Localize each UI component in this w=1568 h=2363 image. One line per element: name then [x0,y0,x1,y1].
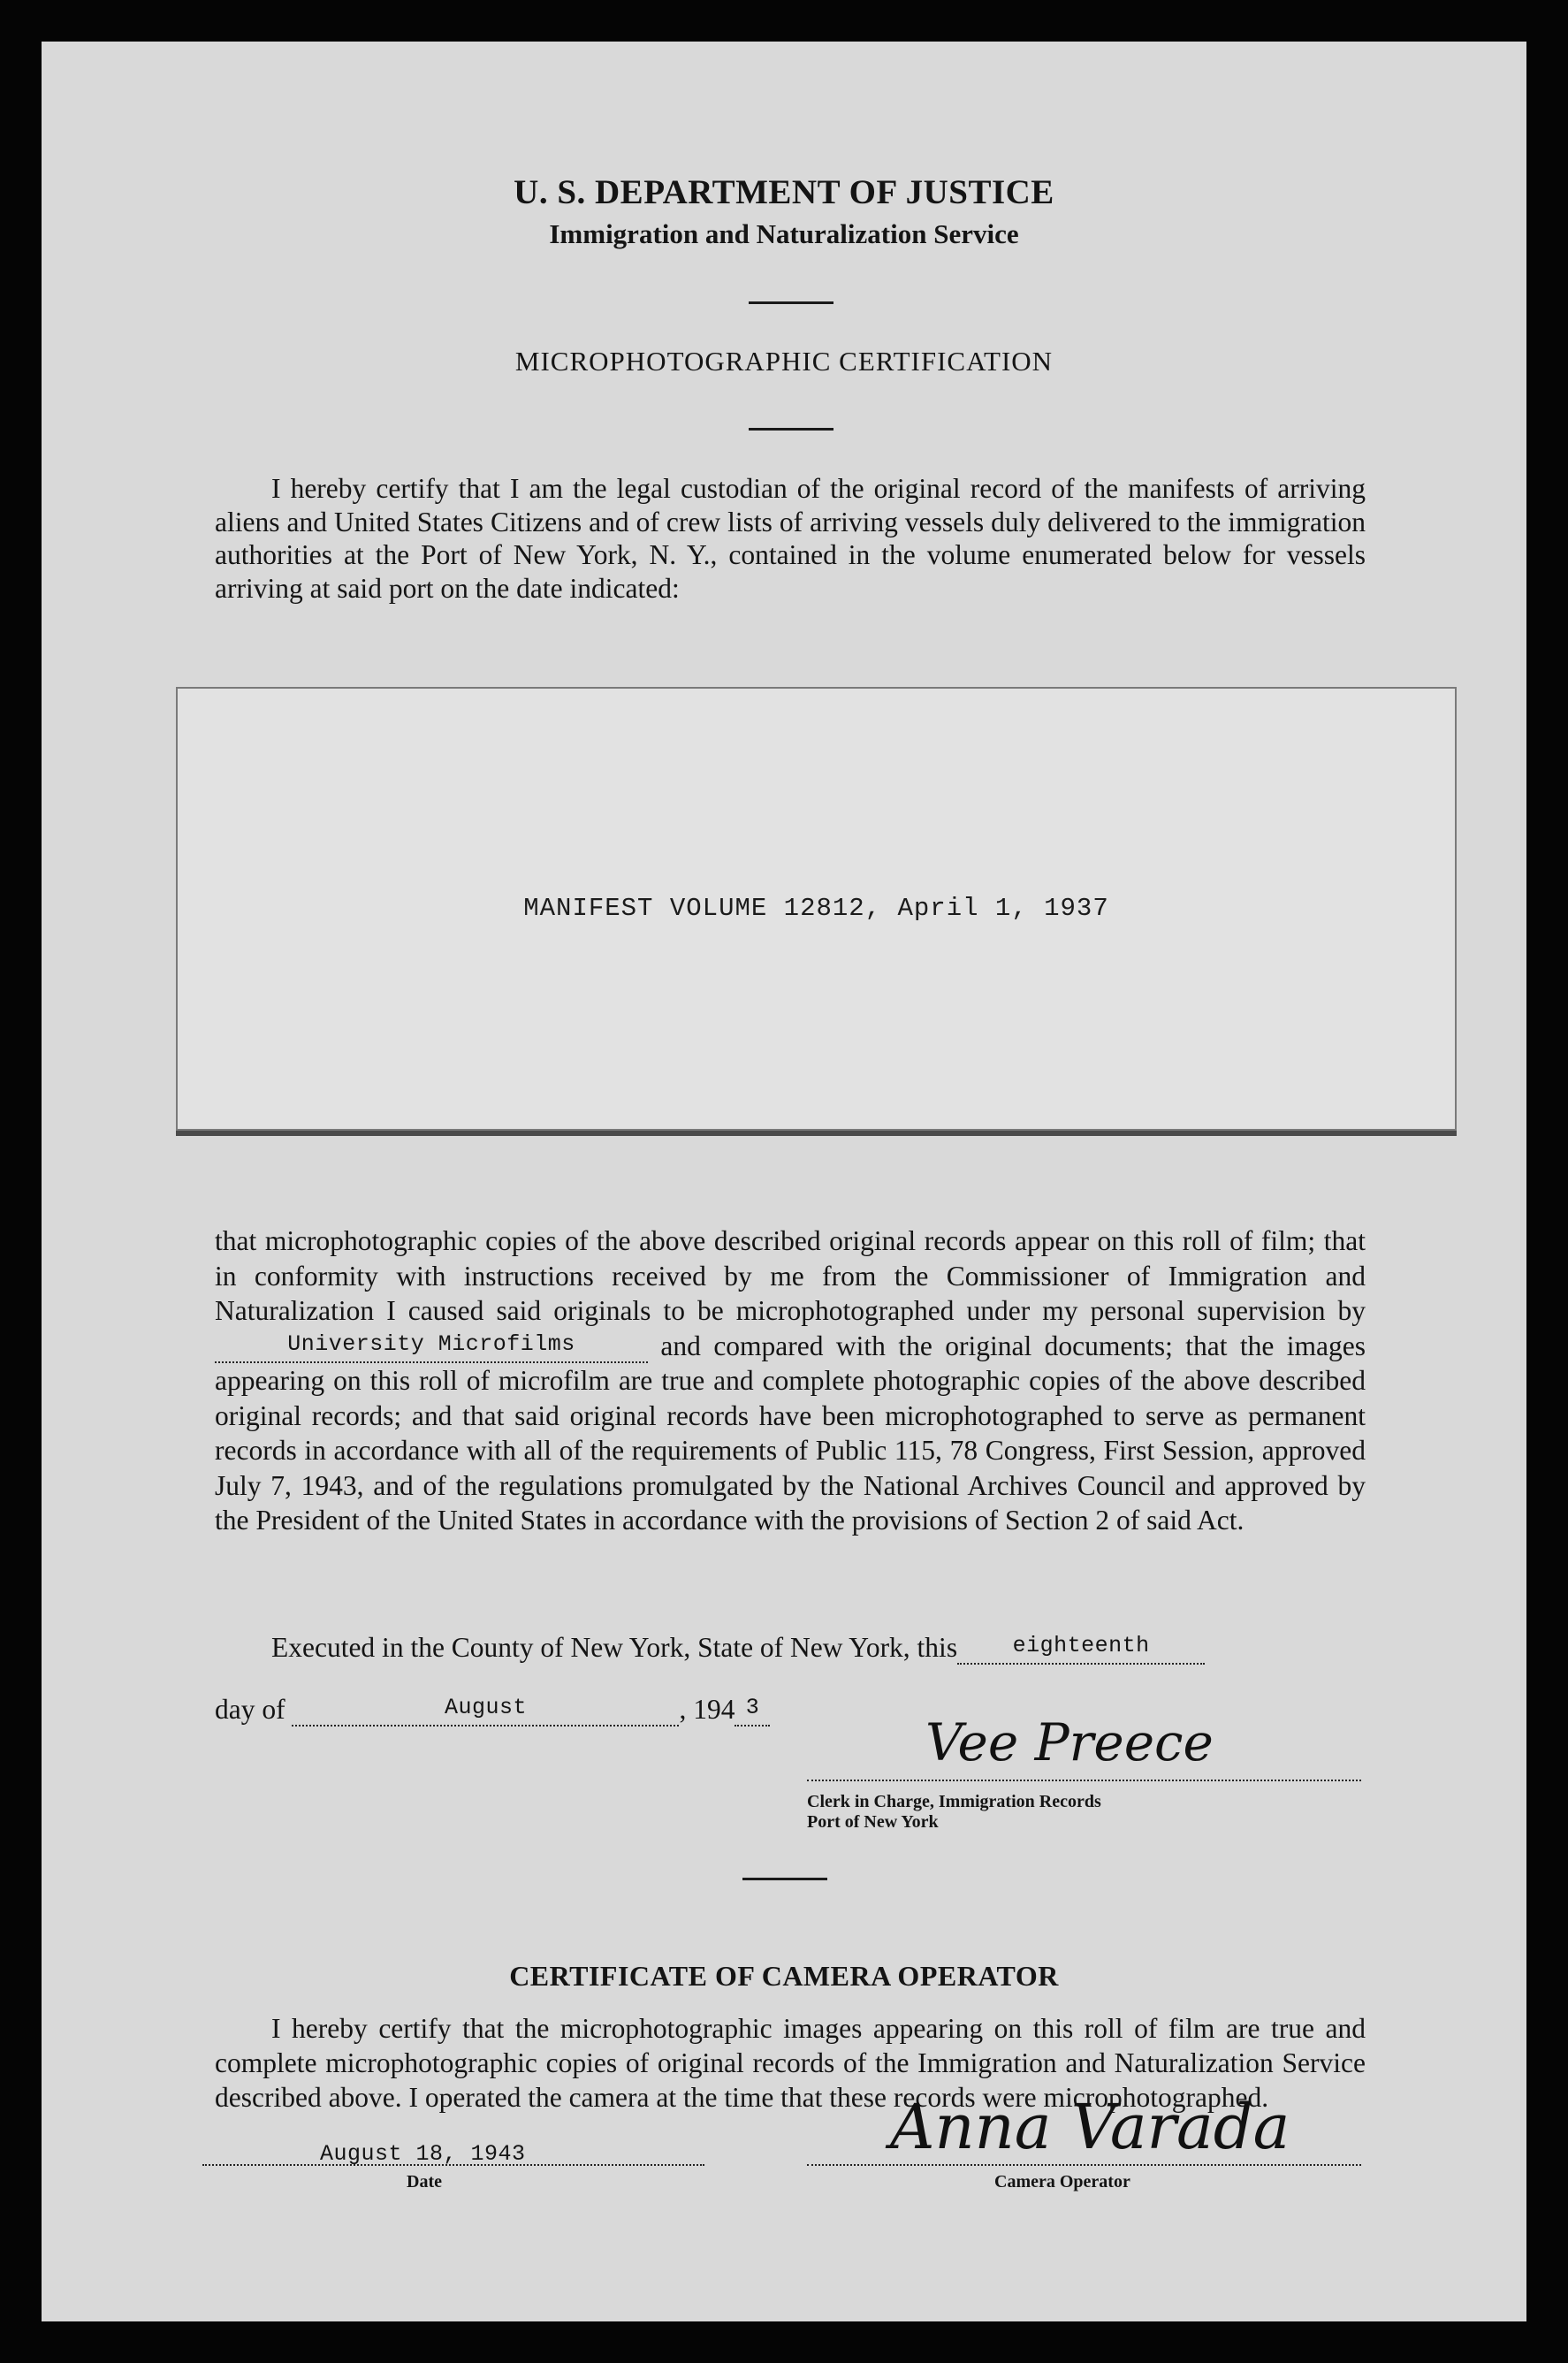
clerk-signature-line [807,1780,1361,1781]
camera-certificate-text: I hereby certify that the microphotographic images appearing on this roll of film are true and complete microphotographic copies of original records of the Immigration and Naturalization Service described above. I operated the camera at the time that these records were microphotographed. [215,2013,1366,2113]
camera-certificate-title: CERTIFICATE OF CAMERA OPERATOR [509,1960,1059,1992]
execution-month-value: August [444,1695,527,1720]
divider [749,301,833,304]
executed-prefix: Executed in the County of New York, State of New York, this [271,1632,958,1663]
certification-title: MICROPHOTOGRAPHIC CERTIFICATION [514,346,1054,377]
body-text-part1: that microphotographic copies of the above described original records appear on this roll of film; that in conformity with instructions received by me from the Commissioner of Immigration and Naturalization I caused said originals to be microphotographed under my personal supervision by [215,1225,1366,1326]
manifest-volume-label: MANIFEST VOLUME 12812, April 1, 1937 [523,894,1109,923]
divider [749,428,833,431]
clerk-title: Clerk in Charge, Immigration Records [807,1792,1101,1811]
execution-year-field [735,1695,770,1727]
date-line [202,2164,704,2166]
operator-label: Camera Operator [994,2172,1130,2191]
execution-year-value: 3 [745,1695,760,1720]
certificate-page [42,42,1526,2321]
execution-month-field [292,1695,679,1727]
day-of-label: day of [215,1694,285,1725]
body-text-part2: and compared with the original documents; that the images appearing on this roll of microfilm are true and complete photographic copies of the above described original records; and that said original records have been microphotographed to serve as permanent records in accordance with all of the requirements of Public 115, 78 Congress, First Session, approved July 7, 1943, and of the regulations promulgated by the National Archives Council and approved by the President of the United States in accordance with the provisions of Section 2 of said Act. [215,1330,1366,1536]
execution-day-value: eighteenth [1012,1633,1150,1658]
intro-paragraph: I hereby certify that I am the legal custodian of the original record of the manifests of arriving aliens and United States Citizens and of crew lists of arriving vessels duly delivered to the immigration authorities at the Port of New York, N. Y., contained in the volume enumerated below for vessels arriving at said port on the date indicated: [215,473,1366,604]
operator-date-value: August 18, 1943 [320,2141,526,2167]
clerk-office: Port of New York [807,1812,939,1832]
year-prefix: , 194 [679,1694,735,1725]
date-label: Date [407,2172,442,2191]
divider [742,1878,827,1880]
day-of-line [215,1694,770,1727]
photographer-field [215,1330,648,1363]
execution-day-field [957,1633,1205,1665]
photographer-value: University Microfilms [287,1330,575,1357]
department-heading: U. S. DEPARTMENT OF JUSTICE [514,173,1054,211]
operator-signature-line [807,2164,1361,2166]
clerk-signature: Vee Preece [925,1712,1214,1772]
service-subheading: Immigration and Naturalization Service [549,218,1019,249]
executed-line [271,1632,1205,1665]
manifest-label-box [176,687,1457,1131]
certification-body [215,1223,1366,1538]
operator-signature: Anna Varada [890,2091,1290,2163]
